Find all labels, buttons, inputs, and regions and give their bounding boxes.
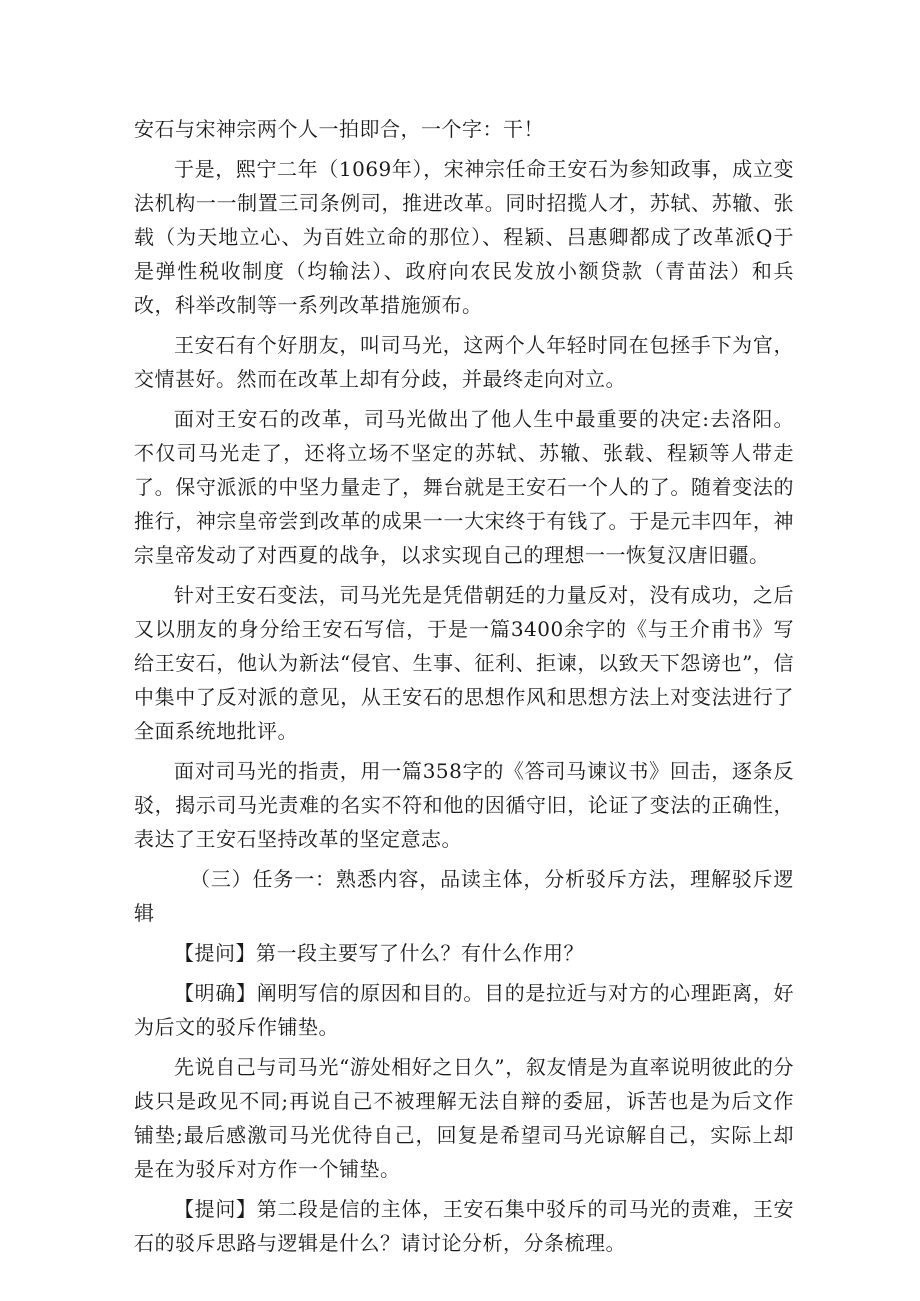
document-body: [134, 112, 794, 1266]
paragraph-reform-launch: 于是，熙宁二年（1069年），宋神宗任命王安石为参知政事，成立变法机构一一制置三司条例司，推进改革。同时招揽人才，苏轼、苏辙、张载（为天地立心、为百姓立命的那位）、程颖、吕惠卿都成了改革派Q于是弹性税收制度（均输法）、政府向农民发放小额贷款（青苗法）和兵改，科举改制等一系列改革措施颁布。: [134, 157, 794, 317]
paragraph-continuation: 安石与宋神宗两个人一拍即合，一个字：干！: [134, 117, 544, 141]
answer-first-paragraph: 【明确】阐明写信的原因和目的。目的是拉近与对方的心理距离，好为后文的驳斥作铺垫。: [134, 981, 794, 1039]
paragraph-reply-letter: 面对司马光的指责，用一篇358字的《答司马谏议书》回击，逐条反驳，揭示司马光责难的名实不符和他的因循守旧，论证了变法的正确性，表达了王安石坚持改革的坚定意志。: [134, 759, 794, 851]
question-first-paragraph: 【提问】第一段主要写了什么？有什么作用？: [174, 941, 584, 965]
section-heading-task-one: （三）任务一：熟悉内容，品读主体，分析驳斥方法，理解驳斥逻辑: [134, 867, 794, 925]
question-second-paragraph: 【提问】第二段是信的主体，王安石集中驳斥的司马光的责难，王安石的驳斥思路与逻辑是什么？请讨论分析，分条梳理。: [134, 1197, 794, 1255]
paragraph-sima-guang-friend: 王安石有个好朋友，叫司马光，这两个人年轻时同在包拯手下为官，交情甚好。然而在改革上却有分歧，并最终走向对立。: [134, 333, 794, 391]
paragraph-sima-guang-leaves: 面对王安石的改革，司马光做出了他人生中最重要的决定:去洛阳。不仅司马光走了，还将立场不坚定的苏轼、苏辙、张载、程颖等人带走了。保守派派的中坚力量走了，舞台就是王安石一个人的了。随着变法的推行，神宗皇帝尝到改革的成果一一大宋终于有钱了。于是元丰四年，神宗皇帝发动了对西夏的战争，以求实现自己的理想一一恢复汉唐旧疆。: [134, 407, 794, 567]
paragraph-letter-to-wang: 针对王安石变法，司马光先是凭借朝廷的力量反对，没有成功，之后又以朋友的身分给王安石写信，于是一篇3400余字的《与王介甫书》写给王安石，他认为新法“侵官、生事、征利、拒谏，以致天下怨谤也”，信中集中了反对派的意见，从王安石的思想作风和思想方法上对变法进行了全面系统地批评。: [134, 583, 794, 743]
paragraph-analysis: 先说自己与司马光“游处相好之日久”，叙友情是为直率说明彼此的分歧只是政见不同;再说自己不被理解无法自辩的委屈，诉苦也是为后文作铺垫;最后感激司马光优待自己，回复是希望司马光谅解自己，实际上却是在为驳斥对方作一个铺垫。: [134, 1055, 794, 1181]
